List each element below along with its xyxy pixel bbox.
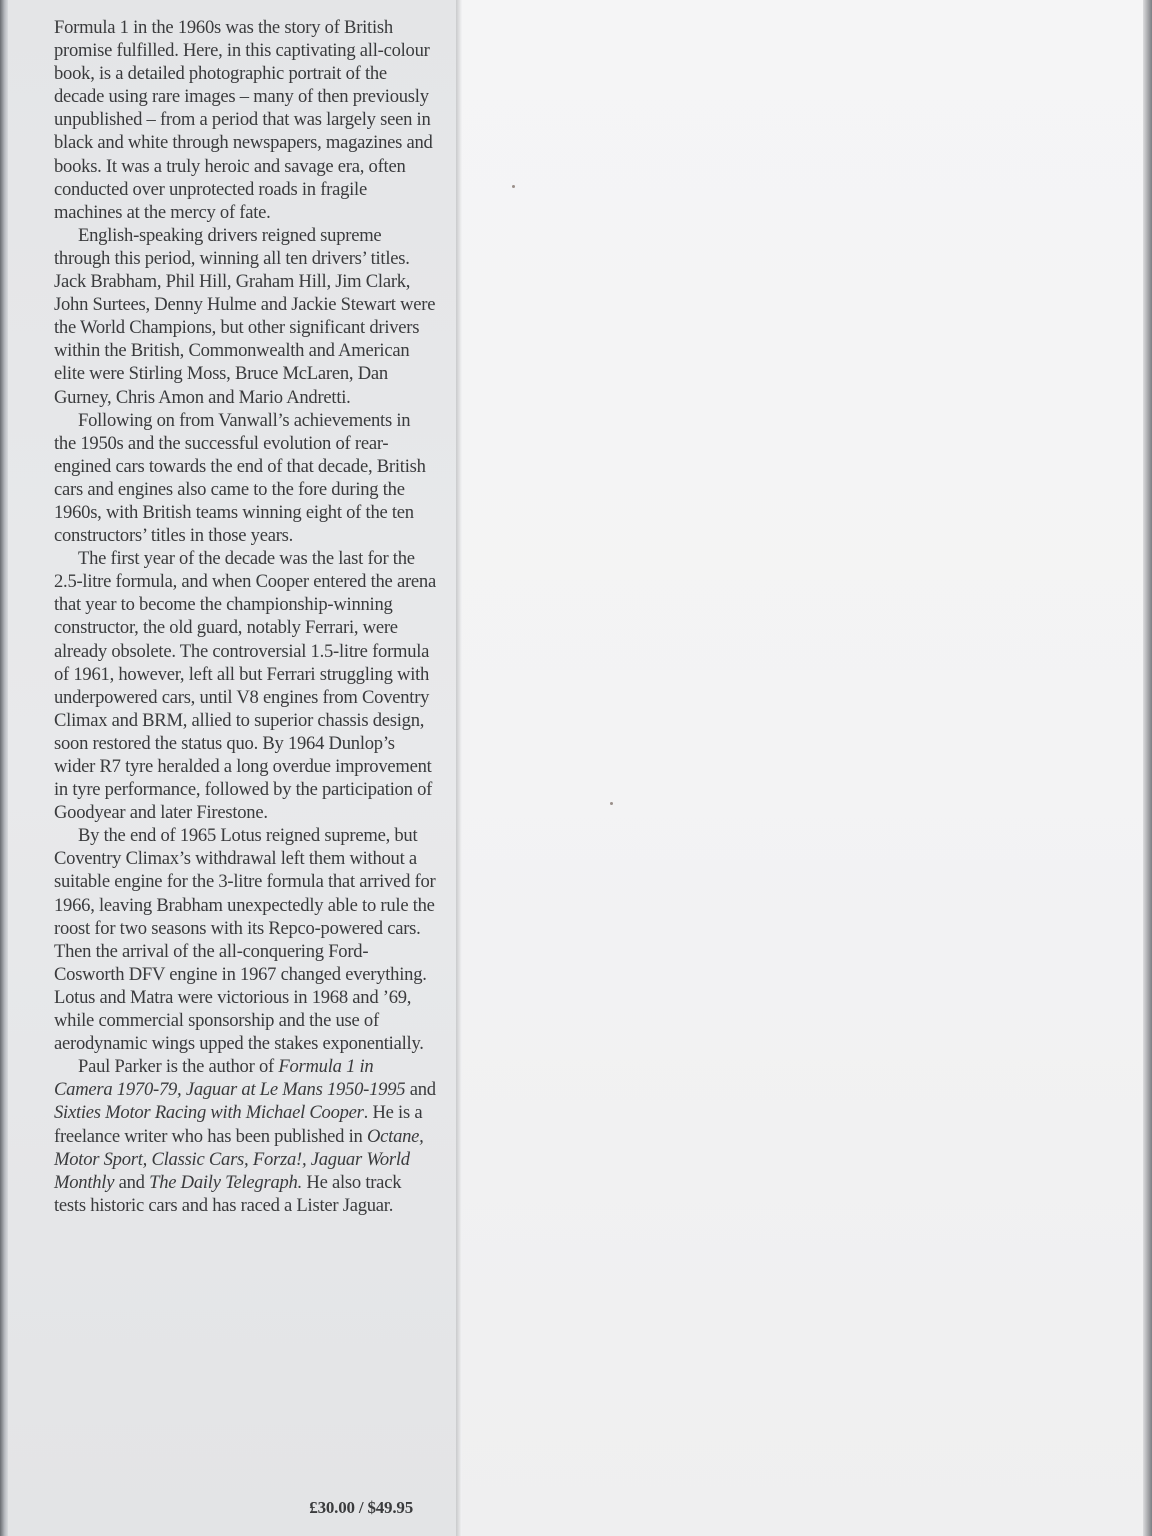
flap-blurb <box>54 16 436 1217</box>
blurb-paragraph-4: The first year of the decade was the last for the 2.5-litre formula, and when Cooper entered the arena that year to become the championship-winning constructor, the old guard, notably Ferrari, were already obsolete. The controversial 1.5-litre formula of 1961, however, left all but Ferrari struggling with underpowered cars, until V8 engines from Coventry Climax and BRM, allied to superior chassis design, soon restored the status quo. By 1964 Dunlop’s wider R7 tyre heralded a long overdue improvement in tyre performance, followed by the participation of Goodyear and later Firestone. <box>54 548 436 824</box>
paper-speck <box>512 185 515 188</box>
page-edge-shadow <box>1143 0 1152 1536</box>
author-bio-text: and <box>405 1079 436 1101</box>
author-bio-publications: Octane, Motor Sport, Classic Cars, Forza!, Jaguar World Monthly <box>54 1125 424 1193</box>
author-bio-title: Sixties Motor Racing with Michael Cooper <box>54 1102 364 1124</box>
author-bio-text: He also track tests historic cars and has raced a Lister Jaguar. <box>54 1171 402 1216</box>
blurb-paragraph-2: English-speaking drivers reigned supreme through this period, winning all ten drivers’ titles. Jack Brabham, Phil Hill, Graham Hill, Jim Clark, John Surtees, Denny Hulme and Jackie Stewart were the World Champions, but other significant drivers within the British, Commonwealth and American elite were Stirling Moss, Bruce McLaren, Dan Gurney, Chris Amon and Mario Andretti. <box>54 224 436 408</box>
price-label: £30.00 / $49.95 <box>309 1498 413 1517</box>
author-bio-text: Paul Parker is the author of <box>78 1056 279 1078</box>
author-bio-title: Formula 1 in Camera 1970-79, Jaguar at Le Mans 1950-1995 <box>54 1056 406 1101</box>
author-bio <box>54 1055 436 1217</box>
paper-speck <box>610 802 613 805</box>
author-bio-publication: The Daily Telegraph. <box>149 1171 302 1193</box>
dust-jacket-flap <box>8 0 458 1536</box>
blank-endpaper <box>462 0 1152 1536</box>
blurb-paragraph-3: Following on from Vanwall’s achievements in the 1950s and the successful evolution of rear-engined cars towards the end of that decade, British cars and engines also came to the fore during the 1960s, with British teams winning eight of the ten constructors’ titles in those years. <box>54 409 426 547</box>
blurb-paragraph-1: Formula 1 in the 1960s was the story of British promise fulfilled. Here, in this captivating all-colour book, is a detailed photographic portrait of the decade using rare images – many of then previously unpublished – from a period that was largely seen in black and white through newspapers, magazines and books. It was a truly heroic and savage era, often conducted over unprotected roads in fragile machines at the mercy of fate. <box>54 17 433 223</box>
book-edge-shadow <box>0 0 8 1536</box>
blurb-paragraph-5: By the end of 1965 Lotus reigned supreme, but Coventry Climax’s withdrawal left them without a suitable engine for the 3-litre formula that arrived for 1966, leaving Brabham unexpectedly able to rule the roost for two seasons with its Repco-powered cars. Then the arrival of the all-conquering Ford-Cosworth DFV engine in 1967 changed everything. Lotus and Matra were victorious in 1968 and ’69, while commercial sponsorship and the use of aerodynamic wings upped the stakes exponentially. <box>54 825 436 1055</box>
author-bio-text: and <box>114 1171 150 1193</box>
author-bio-text: . He is a freelance writer who has been published in <box>54 1102 423 1147</box>
